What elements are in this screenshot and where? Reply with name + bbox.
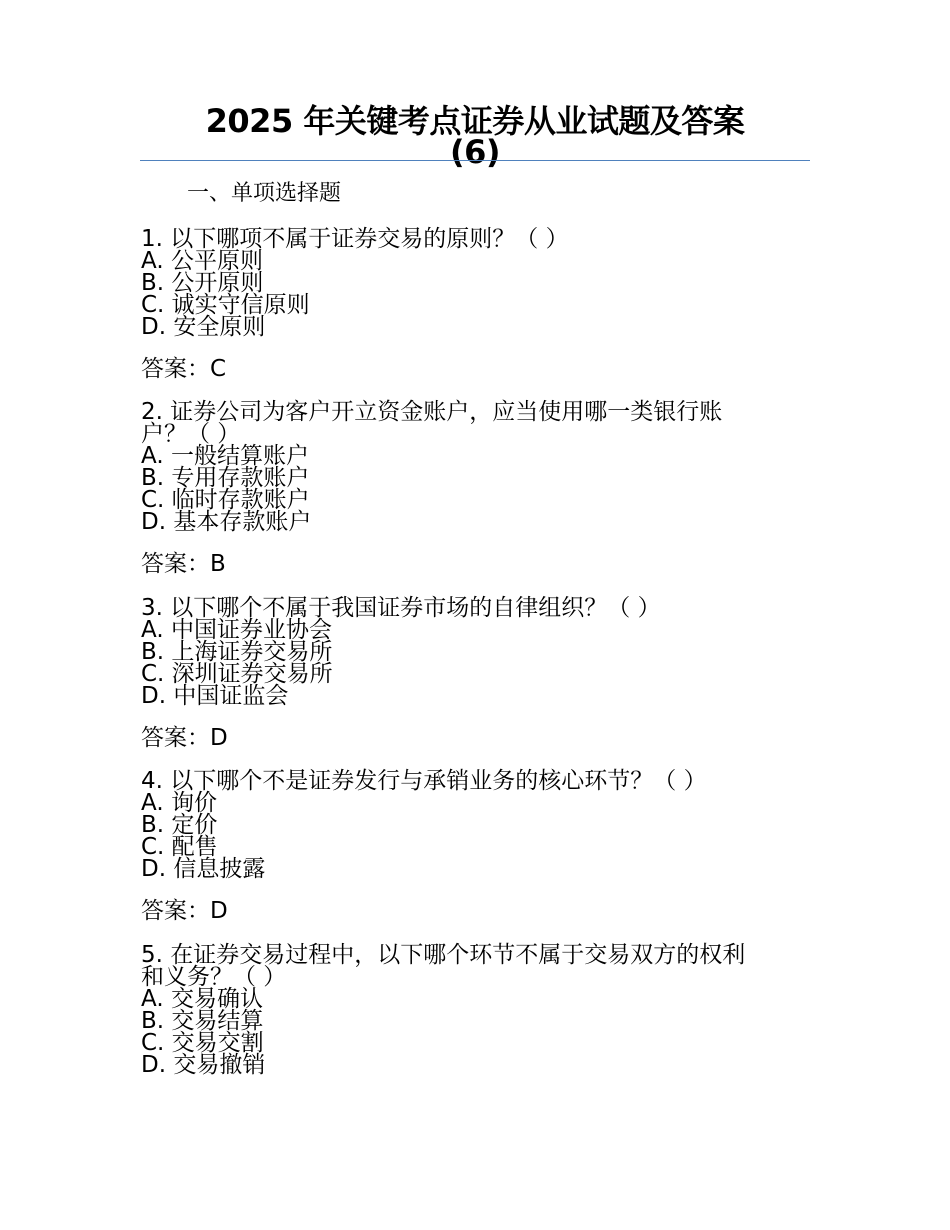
option-b: B. 公开原则 [141, 270, 264, 296]
option-c: C. 配售 [141, 834, 218, 860]
option-a: A. 公平原则 [141, 248, 263, 274]
option-d: D. 基本存款账户 [141, 509, 312, 535]
question-stem-continued: 户？（ ） [141, 421, 241, 447]
question-4 [141, 770, 811, 880]
option-a: A. 一般结算账户 [141, 443, 309, 469]
option-c: C. 临时存款账户 [141, 487, 310, 513]
option-d: D. 安全原则 [141, 314, 266, 340]
title-line-2: (6) [449, 133, 500, 171]
answer-1: 答案：C [141, 356, 227, 382]
title-divider [140, 160, 810, 161]
option-c: C. 交易交割 [141, 1030, 264, 1056]
option-d: D. 中国证监会 [141, 683, 289, 709]
question-5 [141, 944, 811, 1076]
option-a: A. 交易确认 [141, 986, 263, 1012]
option-d: D. 信息披露 [141, 856, 266, 882]
option-b: B. 交易结算 [141, 1008, 264, 1034]
option-c: C. 深圳证券交易所 [141, 661, 333, 687]
document-title [140, 102, 810, 171]
option-d: D. 交易撤销 [141, 1052, 266, 1078]
option-b: B. 上海证券交易所 [141, 639, 333, 665]
question-stem: 2. 证券公司为客户开立资金账户，应当使用哪一类银行账 [141, 399, 723, 425]
question-1 [141, 228, 811, 338]
answer-4: 答案：D [141, 898, 228, 924]
title-line-1: 2025 年关键考点证券从业试题及答案 [205, 102, 745, 140]
answer-3: 答案：D [141, 725, 228, 751]
question-stem: 3. 以下哪个不属于我国证券市场的自律组织？（ ） [141, 595, 661, 621]
question-stem: 1. 以下哪项不属于证券交易的原则？（ ） [141, 226, 569, 252]
option-a: A. 中国证券业协会 [141, 617, 332, 643]
option-c: C. 诚实守信原则 [141, 292, 310, 318]
option-b: B. 专用存款账户 [141, 465, 310, 491]
section-heading: 一、单项选择题 [187, 181, 342, 206]
option-a: A. 询价 [141, 790, 217, 816]
question-2 [141, 401, 811, 533]
question-stem: 5. 在证券交易过程中，以下哪个环节不属于交易双方的权利 [141, 942, 746, 968]
question-stem: 4. 以下哪个不是证券发行与承销业务的核心环节？（ ） [141, 768, 707, 794]
question-3 [141, 597, 811, 707]
answer-2: 答案：B [141, 551, 226, 577]
question-stem-continued: 和义务？（ ） [141, 964, 287, 990]
option-b: B. 定价 [141, 812, 218, 838]
